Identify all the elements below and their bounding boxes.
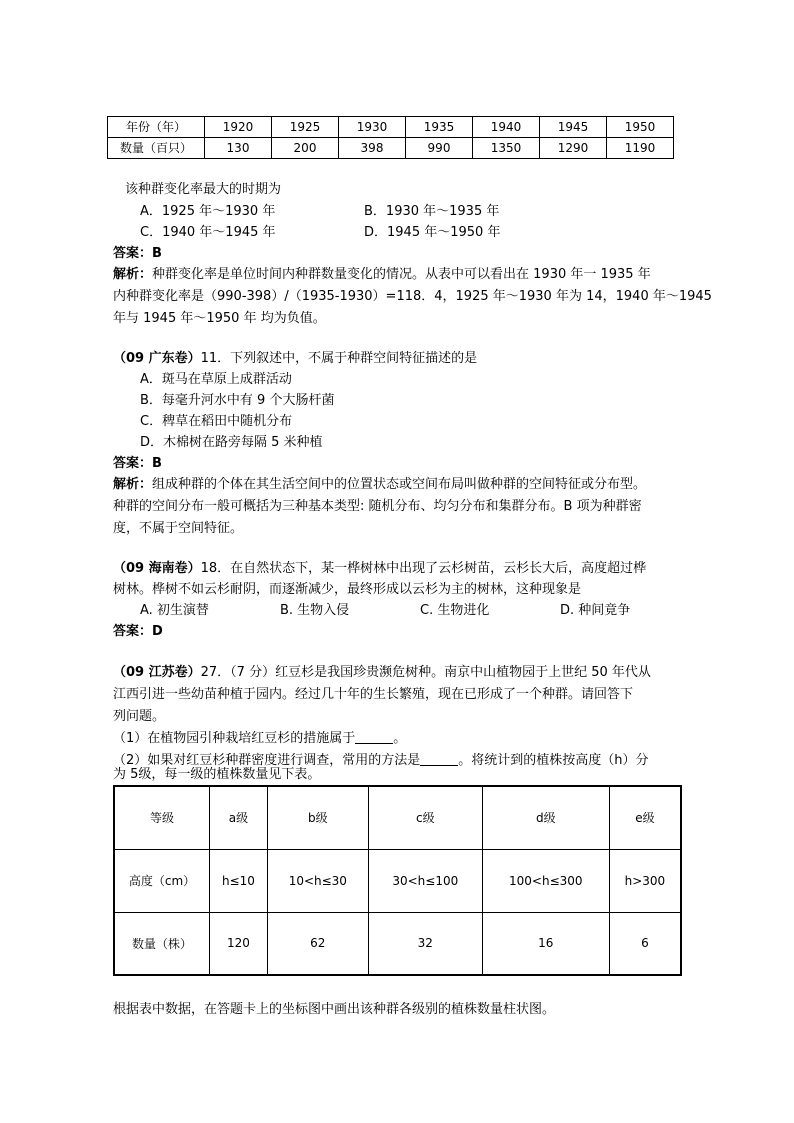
stem-text: 11．下列叙述中，不属于种群空间特征描述的是 [200,351,478,366]
count-cell: 62 [267,912,368,975]
source-label: （09 广东卷） [113,351,201,366]
q18-option-c: C. 生物进化 [420,603,490,618]
q18-option-b: B. 生物入侵 [280,603,350,618]
table-row-years [108,117,674,138]
count-cell: 1290 [540,138,607,159]
answer-value: B [152,456,162,471]
analysis-text: 种群变化率是单位时间内种群数量变化的情况。从表中可以看出在 1930 年一 1935 年 [152,267,651,282]
analysis-text: 组成种群的个体在其生活空间中的位置状态或空间布局叫做种群的空间特征或分布型。 [152,477,647,492]
q11-option-a: A．斑马在草原上成群活动 [140,372,292,387]
count-cell: 1190 [607,138,674,159]
q27-sub1 [113,729,406,749]
height-cell: h>300 [609,849,681,912]
q11-analysis-line: 种群的空间分布一般可概括为三种基本类型: 随机分布、均匀分布和集群分布。B 项为种群密 [113,499,642,514]
grade-cell: b级 [267,786,368,849]
q11-answer [113,454,162,474]
q10-option-d: D．1945 年～1950 年 [364,225,501,240]
sub2-rest: 。将统计到的植株按高度（h）分 [458,753,649,768]
count-cell: 1350 [473,138,540,159]
count-cell: 6 [609,912,681,975]
grade-cell: c级 [368,786,482,849]
q10-analysis-line: 内种群变化率是（990-398）/（1935-1930）=118．4，1925 年～1930 年为 14，1940 年～1945 [113,289,712,304]
source-label: （09 海南卷） [113,561,201,576]
answer-label: 答案： [113,624,153,639]
q11-option-b: B．每毫升河水中有 9 个大肠杆菌 [140,393,335,408]
analysis-label: 解析： [113,477,153,492]
table-row-heights [114,849,681,912]
population-table [107,116,674,159]
stem-text: 27．（7 分）红豆杉是我国珍贵濒危树种。南京中山植物园于上世纪 50 年代从 [200,665,651,680]
count-cell: 990 [406,138,473,159]
q18-option-d: D. 种间竟争 [560,603,631,618]
year-cell: 1920 [205,117,272,138]
year-header-cell: 年份（年） [108,117,205,138]
sub2-text: （2）如果对红豆杉种群密度进行调查，常用的方法是 [113,753,421,768]
count-cell: 32 [368,912,482,975]
source-label: （09 江苏卷） [113,665,201,680]
year-cell: 1925 [272,117,339,138]
count-cell: 398 [339,138,406,159]
analysis-label: 解析： [113,267,153,282]
year-cell: 1945 [540,117,607,138]
answer-value: B [152,246,162,261]
q18-option-a: A. 初生演替 [140,603,209,618]
q10-answer [113,244,162,264]
table-row-counts [114,912,681,975]
q27-sub2-line2: 为 5级，每一级的植株数量见下表。 [113,767,321,782]
answer-blank[interactable] [420,751,458,766]
year-cell: 1935 [406,117,473,138]
grade-header-cell: 等级 [114,786,210,849]
q11-analysis-line [113,475,646,495]
q27-stem-line: 江西引进一些幼苗种植于园内。经过几十年的生长繁殖，现在已形成了一个种群。请回答下 [113,687,634,702]
sub1-end: 。 [393,731,407,746]
answer-blank[interactable] [355,729,393,744]
q10-option-c: C．1940 年～1945 年 [140,225,276,240]
count-header-cell: 数量（株） [114,912,210,975]
height-header-cell: 高度（cm） [114,849,210,912]
sub1-text: （1）在植物园引种栽培红豆杉的措施属于 [113,731,356,746]
answer-label: 答案： [113,456,153,471]
count-cell: 120 [210,912,268,975]
grade-cell: e级 [609,786,681,849]
q10-option-b: B．1930 年～1935 年 [364,204,500,219]
answer-label: 答案： [113,246,153,261]
count-header-cell: 数量（百只） [108,138,205,159]
height-cell: 10<h≤30 [267,849,368,912]
q11-option-c: C．稗草在稻田中随机分布 [140,414,293,429]
q11-stem [113,349,477,369]
q27-stem [113,663,651,683]
year-cell: 1950 [607,117,674,138]
year-cell: 1930 [339,117,406,138]
plant-grade-table [113,785,682,976]
count-cell: 16 [482,912,609,975]
q10-option-a: A．1925 年～1930 年 [140,204,276,219]
stem-text: 18．在自然状态下，某一桦树林中出现了云杉树苗，云杉长大后，高度超过桦 [200,561,647,576]
q27-stem-line: 列问题。 [113,709,166,724]
count-cell: 130 [205,138,272,159]
q10-stem: 该种群变化率最大的时期为 [125,182,282,197]
q18-stem-line: 树林。桦树不如云杉耐阴，而逐渐减少，最终形成以云杉为主的树林，这种现象是 [113,582,582,597]
grade-cell: a级 [210,786,268,849]
q10-analysis-line: 年与 1945 年～1950 年 均为负值。 [113,311,326,326]
grade-cell: d级 [482,786,609,849]
q11-analysis-line: 度，不属于空间特征。 [113,521,244,536]
height-cell: 30<h≤100 [368,849,482,912]
answer-value: D [152,624,163,639]
q11-option-d: D．木棉树在路旁每隔 5 米种植 [140,435,323,450]
table-row-grades [114,786,681,849]
table-row-counts [108,138,674,159]
count-cell: 200 [272,138,339,159]
q18-answer [113,622,163,642]
height-cell: 100<h≤300 [482,849,609,912]
q18-stem [113,559,646,579]
height-cell: h≤10 [210,849,268,912]
q10-analysis-line [113,265,651,285]
q27-closing: 根据表中数据，在答题卡上的坐标图中画出该种群各级别的植株数量柱状图。 [113,1002,556,1017]
year-cell: 1940 [473,117,540,138]
